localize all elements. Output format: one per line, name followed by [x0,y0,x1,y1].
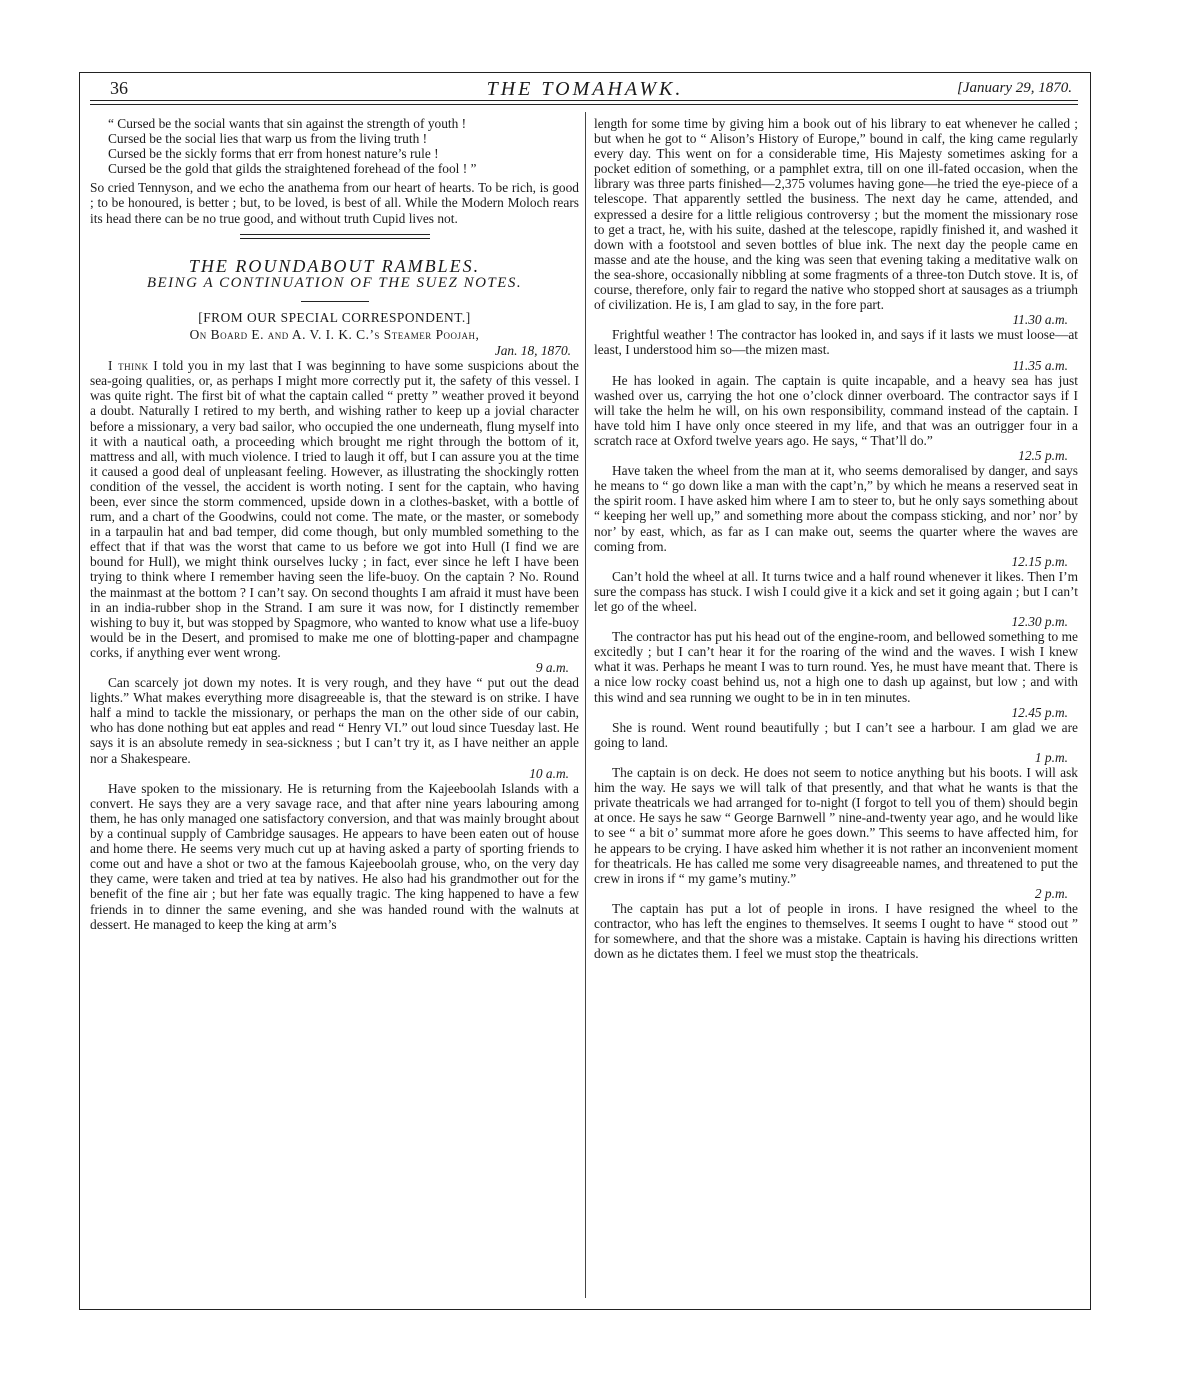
time-stamp: 12.5 p.m. [1018,448,1068,464]
right-column [594,116,1078,961]
verse-line: “ Cursed be the social wants that sin against the strength of youth ! [108,116,467,131]
article-paragraph: Frightful weather ! The contractor has looked in, and says if it lasts we must loose—at least, I understood him so—the mizen mast. [594,327,1078,358]
header-rule [90,104,1078,105]
article-paragraph: Have spoken to the missionary. He is returning from the Kajeeboolah Islands with a convert. He says they are a very savage race, and that after nine years labouring among them, he has only managed one satisfactory conversion, and that was mainly brought about by a continual supply of Cambridge sausages. He appears to have been eaten out of house and home there. He seems very much cut up at having asked a party of sporting friends to come out and have a shot or two at the famous Kajeeboolah grouse, who, on the very day they came, were taken and tried at tea by natives. He also had his grandmother out for the benefit of the fine air ; but her fate was equally tragic. The king happened to have a few friends in to dinner the same evening, and she was handed round with the walnuts at dessert. He managed to keep the king at arm’s [90,780,579,932]
column-divider [585,112,586,1298]
article-subtitle: BEING A CONTINUATION OF THE SUEZ NOTES. [146,274,523,291]
drop-lead: I think [108,358,149,374]
time-stamp: 12.15 p.m. [1011,553,1068,569]
verse-line: Cursed be the social lies that warp us from the living truth ! [108,131,428,147]
time-stamp: 12.45 p.m. [1011,704,1068,720]
article-paragraph: Can scarcely jot down my notes. It is very rough, and they have “ put out the dead lights.” What makes everything more disagreeable is, that the steward is on strike. I have half a mind to tackle the missionary, or perhaps the man on the other side of our cabin, who has done nothing but eat apples and read “ Henry VI.” out loud since Tuesday last. He says it is an absolute remedy in sea-sickness ; but I can’t try it, as I have neither an apple nor a Shakespeare. [90,675,579,766]
article-title: THE ROUNDABOUT RAMBLES. [188,255,481,276]
page-frame-bottom [79,1309,1091,1310]
title-rule [301,301,369,302]
page-frame-top [79,72,1091,73]
header-rule [90,100,1078,101]
time-stamp: 9 a.m. [535,660,569,675]
verse-commentary: So cried Tennyson, and we echo the anathema from our heart of hearts. To be rich, is good ; to be honoured, is better ; but, to be loved, is best of all. While the Modern Moloch rears its head there can be no true good, and without truth Cupid lives not. [90,180,579,226]
article-paragraph: Can’t hold the wheel at all. It turns twice and a half round whenever it likes. Then I’m sure the compass has stuck. I wish I could give it a kick and set it going again ; but I can’t let go of the wheel. [594,568,1078,614]
left-column [90,116,579,932]
verse-line: Cursed be the gold that gilds the straightened forehead of the fool ! ” [108,161,477,177]
page-number: 36 [110,78,128,98]
page-frame-right [1090,72,1091,1310]
byline: [FROM OUR SPECIAL CORRESPONDENT.] [198,309,471,325]
masthead: THE TOMAHAWK. [486,78,684,100]
article-paragraph: She is round. Went round beautifully ; but I can’t see a harbour. I am glad we are going to land. [594,719,1078,750]
time-stamp: 2 p.m. [1034,885,1068,901]
article-paragraph: The captain is on deck. He does not seem to notice anything but his boots. I will ask him the way. He says we will talk of that presently, and that what he wants is that the private theatricals we had arranged for to-night (I forgot to tell you of them) should begin at once. He says he saw “ George Barnwell ” nine-and-twenty year ago, and he would like to see “ a bit o’ summat more afore he goes down.” This seems to have affected him, for he appears to be crying. I have asked him whether it is not rather an inconvenient moment for theatricals. He has called me some very disagreeable names, and threatened to put the crew in irons if “ my game’s mutiny.” [594,765,1078,886]
verse-line: Cursed be the sickly forms that err from honest nature’s rule ! [108,146,439,162]
time-stamp: 1 p.m. [1034,749,1068,765]
article-paragraph: Have taken the wheel from the man at it, who seems demoralised by danger, and says he means to “ go down like a man with the capt’n,” by which he means a reserved seat in the spirit room. I have asked him where I am to steer to, but he only says something about “ keeping her well up,” and something more about the compass sticking, and nor’ nor’ by nor’ by east, which, as far as I can make out, seems the quarter where the waves are coming from. [594,463,1078,554]
page-frame-left [79,72,80,1310]
article-paragraph: The contractor has put his head out of the engine-room, and bellowed something to me excitedly ; but I can’t hear it for the roaring of the wind and the waves. I wish I knew what it was. Perhaps he meant I was to turn round. Yes, he must have meant that. There is a nice low rocky coast behind us, not a high one to dash up against, but low ; and with this wind and sea running we ought to be in in ten minutes. [594,629,1078,705]
article-paragraph: length for some time by giving him a book out of his library to eat whenever he called ; but when he got to “ Alison’s History of Europe,” bound in calf, the king came regularly every day. This went on for a considerable time, His Majesty sometimes asking for a pocket edition of something, or a pamphlet extra, till on one ill-fated occasion, when the library was three parts finished—2,375 volumes having gone—he tried the eye-piece of a telescope. That apparently settled the business. The next day he came, attended, and expressed a desire for a little religious controversy ; but the moment the missionary rose to get a tract, he, with his suite, dashed at the telescope, rapidly finished it, and washed it down with a footstool and seven bottles of blue ink. The next day the people came en masse and ate the house, and the king was seen that evening taking a meditative walk on the sea-shore, occasionally nibbling at some fragments of a three-ton Dutch stove. It is, of course, therefore, only fair to regard the native who stopped short at sausages as a triumph of civilization. He is, I am glad to say, in the fore part. [594,116,1078,313]
dateline: Jan. 18, 1870. [494,343,571,359]
page-header [92,78,1078,100]
time-stamp: 11.35 a.m. [1012,357,1068,373]
time-stamp: 12.30 p.m. [1011,614,1068,630]
vessel-line: On Board E. and A. V. I. K. C.’s Steamer Poojah, [189,326,480,342]
article-paragraph: I think I told you in my last that I was beginning to have some suspicions about the sea-going qualities, or, as perhaps I might more correctly put it, the safety of this vessel. I was quite right. The first bit of what the captain called “ pretty ” weather proved it beyond a doubt. Naturally I retired to my berth, and wishing rather to keep up a jovial character before a missionary, a very bad sailor, who occupied the one underneath, flung myself into it with a nautical oath, a proceeding which brought me right through the bottom of it, mattress and all, with much violence. I tried to laugh it off, but I can assure you at the time it caused a good deal of unpleasant feeling. However, as illustrating the shockingly rotten condition of the vessel, the accident is worth noting. I sent for the captain, who having been, ever since the storm commenced, upside down in a clothes-basket, with a bottle of rum, and a chart of the Goodwins, could not come. The mate, or the master, or somebody in a tarpaulin hat and bad temper, did come though, but only mumbled something to the effect that if that was the worst that came to us before we got into Hull (I find we are bound for Hull), we might think ourselves lucky ; in fact, ever since he left I have been trying to think where I remember having seen the life-buoy. On the captain ? No. Round the mainmast at the bottom ? I can’t say. On second thoughts I am afraid it must have been in an india-rubber shop in the Strand. I am sure it was now, for I distinctly remember wishing to buy it, but was stopped by Spagmore, who wanted to know what use a life-buoy would be in the Desert, and promised to make me one of blotting-paper and champagne corks, if anything ever went wrong. [90,358,579,660]
article-paragraph: The captain has put a lot of people in irons. I have resigned the wheel to the contractor, who has left the engines to themselves. It seems I ought to have “ stood out ” for somewhere, and that the shore was a mistake. Captain is having his directions written down as he dictates them. I feel we must stop the theatricals. [594,900,1078,962]
article-paragraph: He has looked in again. The captain is quite incapable, and a heavy sea has just washed over us, carrying the hot one o’clock dinner overboard. The contractor says if I will take the helm he will, on his own responsibility, command instead of the captain. I have told him I have only once steered in my life, and that was an outrigger four in a scratch race at Oxford twelve years ago. He says, “ That’ll do.” [594,372,1078,448]
issue-date: [January 29, 1870. [957,80,1072,96]
section-double-rule [240,234,430,239]
time-stamp: 10 a.m. [529,765,569,781]
time-stamp: 11.30 a.m. [1012,312,1068,328]
